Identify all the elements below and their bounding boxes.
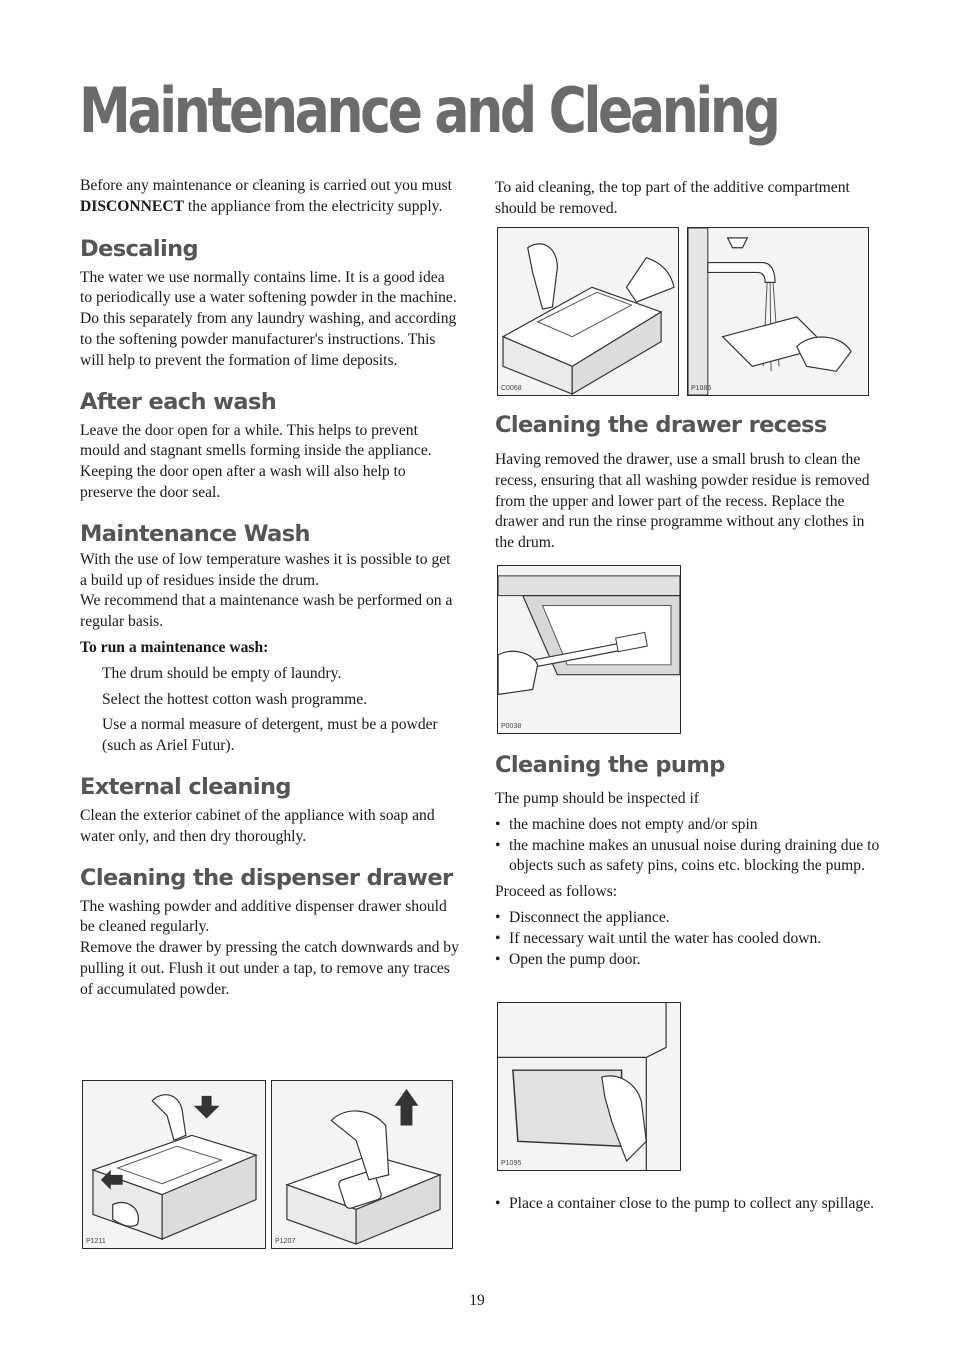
pump-step-item: • Disconnect the appliance. bbox=[495, 908, 670, 926]
recess-text: Having removed the drawer, use a small brush to clean the recess, ensuring that all washing powder residue is removed from the upper and lower part of the recess. Replace the drawer and run the rinse programme without any clothes in the drum. bbox=[495, 451, 870, 552]
figure-flush-under-tap bbox=[687, 227, 869, 396]
after-wash-heading: After each wash bbox=[80, 388, 277, 415]
figure-drawer-press-catch bbox=[82, 1080, 266, 1249]
external-cleaning-text: Clean the exterior cabinet of the appliance with soap and water only, and then dry thoroughly. bbox=[80, 806, 435, 845]
maintenance-wash-text-1: With the use of low temperature washes it is possible to get a build up of residues inside the drum. bbox=[80, 550, 451, 589]
disconnect-emphasis: DISCONNECT bbox=[80, 197, 184, 215]
figure-code-p1211: P1211 bbox=[86, 1238, 106, 1245]
additive-top-illustration bbox=[498, 228, 678, 395]
maintenance-step-3: Use a normal measure of detergent, must be a powder (such as Ariel Futur). bbox=[102, 716, 438, 755]
pump-final-list bbox=[495, 1195, 885, 1213]
dispenser-heading: Cleaning the dispenser drawer bbox=[80, 864, 453, 891]
descaling-text: The water we use normally contains lime. It is a good idea to periodically use a water softening powder in the machine. Do this separately from any laundry washing, and according to the softening powder manufacturer's instructions. This will help to prevent the formation of lime deposits. bbox=[80, 268, 457, 369]
left-column bbox=[80, 176, 460, 1001]
maintenance-wash-heading: Maintenance Wash bbox=[80, 520, 310, 547]
page-number: 19 bbox=[469, 1292, 485, 1309]
pump-intro: The pump should be inspected if bbox=[495, 790, 699, 807]
figure-code-p1207: P1207 bbox=[275, 1238, 296, 1245]
drawer-press-illustration bbox=[83, 1081, 265, 1248]
page-title: Maintenance and Cleaning bbox=[79, 74, 778, 147]
pump-proceed: Proceed as follows: bbox=[495, 883, 618, 901]
dispenser-text-2: Remove the drawer by pressing the catch downwards and by pulling it out. Flush it out under a tap, to remove any traces of accumulated powder. bbox=[80, 939, 459, 998]
pump-section bbox=[495, 751, 885, 970]
pump-condition-item: • the machine makes an unusual noise during draining due to objects such as safety pins, coins etc. blocking the pump. bbox=[495, 836, 880, 875]
pump-conditions-list bbox=[495, 815, 885, 877]
figure-code-p1095: P1095 bbox=[501, 1160, 522, 1167]
pump-condition-item: • the machine does not empty and/or spin bbox=[495, 815, 758, 833]
figure-open-pump-door bbox=[497, 1002, 681, 1171]
right-column bbox=[495, 176, 885, 220]
descaling-heading: Descaling bbox=[80, 235, 198, 262]
pump-step-item: • Open the pump door. bbox=[495, 950, 641, 968]
recess-section bbox=[495, 411, 885, 554]
figure-brush-recess bbox=[497, 565, 681, 734]
figure-remove-additive-top bbox=[497, 227, 679, 396]
maintenance-wash-subheading: To run a maintenance wash: bbox=[80, 638, 269, 656]
recess-heading: Cleaning the drawer recess bbox=[495, 412, 827, 438]
tap-flush-illustration bbox=[688, 228, 868, 395]
pump-door-illustration bbox=[498, 1003, 680, 1170]
figure-drawer-remove-insert bbox=[271, 1080, 453, 1249]
pump-heading: Cleaning the pump bbox=[495, 752, 725, 778]
maintenance-step-1: The drum should be empty of laundry. bbox=[102, 664, 342, 682]
pump-step-item: • If necessary wait until the water has cooled down. bbox=[495, 929, 822, 947]
maintenance-step-2: Select the hottest cotton wash programme. bbox=[102, 690, 368, 708]
figure-code-p1086: P1086 bbox=[691, 385, 712, 392]
drawer-remove-illustration bbox=[272, 1081, 452, 1248]
intro-paragraph: Before any maintenance or cleaning is carried out you must DISCONNECT the appliance from the electricity supply. bbox=[80, 177, 452, 215]
external-cleaning-heading: External cleaning bbox=[80, 773, 291, 800]
brush-recess-illustration bbox=[498, 566, 680, 733]
pump-final-item: • Place a container close to the pump to collect any spillage. bbox=[495, 1195, 875, 1212]
maintenance-wash-text-2: We recommend that a maintenance wash be performed on a regular basis. bbox=[80, 592, 453, 631]
pump-final-section bbox=[495, 1195, 885, 1213]
aid-cleaning-text: To aid cleaning, the top part of the additive compartment should be removed. bbox=[495, 179, 850, 217]
pump-steps-list bbox=[495, 908, 885, 970]
after-wash-text: Leave the door open for a while. This helps to prevent mould and stagnant smells forming inside the appliance. Keeping the door open after a wash will also help to preserve the door seal. bbox=[80, 421, 432, 501]
dispenser-text-1: The washing powder and additive dispenser drawer should be cleaned regularly. bbox=[80, 897, 447, 936]
figure-code-c0068: C0068 bbox=[501, 385, 522, 392]
figure-code-p0038: P0038 bbox=[501, 723, 522, 730]
